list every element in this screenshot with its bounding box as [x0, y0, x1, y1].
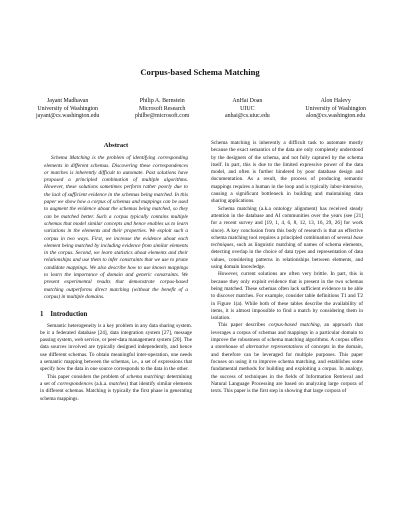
body-paragraph-3: However, current solutions are often very brittle. In part, this is because they only exploit evidence that is present in the two schemas being matched. These schemas often lack sufficient evidence to be able to discover matches. For example, consider table definitions T1 and T2 in Figure 1(a). While both of these tables describe the availability of items, it is almost impossible to find a match by considering them in isolation.	[211, 271, 363, 322]
paper-title: Corpus-based Schema Matching	[140, 67, 260, 77]
author-affiliation: University of Washington	[305, 105, 366, 112]
author-2	[135, 98, 189, 121]
author-name: Philip A. Bernstein	[139, 98, 185, 104]
author-email: alon@cs.washington.edu	[306, 113, 366, 120]
author-email: philbe@microsoft.com	[135, 113, 190, 120]
section-number: 1	[40, 311, 44, 319]
text-run: (a.k.a.	[92, 380, 110, 387]
author-affiliation: Microsoft Research	[139, 105, 186, 112]
body-paragraph-1: Schema matching is inherently a difficult task to automate mostly because the exact semantics of the data are only completely understood by the designers of the schema, and not fully captured by the schema itself. In part, this is due to the limited expressive power of the data model, and often is further hindered by poor database design and documentation. As a result, the process of producing semantic mappings requires a human in the loop and is typically labor-intensive, causing a significant bottleneck in building and maintaining data sharing applications.	[211, 140, 363, 205]
emphasis: base techniques	[211, 234, 363, 249]
text-run: This paper describes	[218, 322, 269, 329]
emphasis: alternative representations	[246, 344, 303, 351]
abstract-text: Schema Matching is the problem of identifying corresponding elements in different schemas. Discovering these correspondences or matches is inherently difficult to automate. Past solutions have proposed a principled combination of multiple algorithms. However, these solutions sometimes perform rather poorly due to the lack of sufficient evidence in the schemas being matched. In this paper we show how a corpus of schemas and mappings can be used to augment the evidence about the schemas being matched, so they can be matched better. Such a corpus typically contains multiple schemas that model similar concepts and hence enables us to learn variations in the elements and their properties. We exploit such a corpus in two ways. First, we increase the evidence about each element being matched by including evidence from similar elements in the corpus. Second, we learn statistics about elements and their relationships and use them to infer constraints that we use to prune candidate mappings. We also describe how to use known mappings to learn the importance of domain and generic constraints. We present experimental results that demonstrate corpus-based matching outperforms direct matching (without the benefit of a corpus) in multiple domains.	[44, 155, 188, 300]
author-name: Jayant Madhavan	[46, 98, 89, 104]
emphasis: schema matching	[126, 373, 164, 380]
section-title: Introduction	[50, 311, 88, 319]
abstract-heading: Abstract	[103, 142, 129, 149]
author-3	[225, 98, 270, 121]
emphasis: matches	[109, 380, 127, 387]
author-email: jayant@cs.washington.edu	[36, 113, 100, 120]
text-run: , such as linguistic matching of names of schema elements, detecting overlap in the choice of data types and representation of data values, considering patterns in relationships between elements, and using domain knowledge.	[211, 242, 363, 271]
emphasis: corpus-based matching	[268, 322, 320, 329]
text-run: : determining a set of	[40, 373, 193, 387]
author-email: anhai@cs.uiuc.edu	[225, 113, 270, 120]
text-run: of concepts in the domain, and therefore can be leveraged for multiple purposes. This paper focuses on using it to improve schema matching, and establishes some fundamental methods for building and exploiting a corpus. In analogy, the success of techniques in the fields of Information Retrieval and Natural Language Processing are based on analyzing large corpora of texts. This paper is the first step in showing that large corpora of	[211, 344, 363, 395]
text-run: ) that identify similar elements in different schemas. Matching is typically the first phase in generating schema mappings.	[40, 380, 192, 402]
right-column	[211, 140, 363, 395]
author-affiliation: University of Washington	[37, 105, 98, 112]
body-paragraph-4	[211, 322, 363, 395]
left-column	[40, 142, 192, 403]
text-run: Schema matching (a.k.a ontology alignment) has received steady attention in the database and AI communities over the years (see [21] for a recent survey and [19, 1, 4, 6, 8, 12, 13, 16, 29, 26] for work since). A key conclusion from this body of research is that an effective schema matching tool requires a principled combination of several	[211, 205, 363, 241]
author-4	[305, 98, 366, 121]
text-run: This paper considers the problem of	[47, 373, 127, 380]
section-heading	[40, 311, 192, 318]
author-block	[36, 98, 366, 121]
author-affiliation: UIUC	[240, 105, 255, 112]
author-name: AnHai Doan	[232, 98, 263, 104]
intro-paragraph-1: Semantic heterogeneity is a key problem in any data sharing system. be it a federated database [24], data integration system [27], message passing system, web service, or peer-data management system [20]. The data sources involved are typically designed independently, and hence use different schemas. To obtain meaningful inter-operation, one needs a semantic mapping between the schemas, i.e., a set of expressions that specify how the data in one source corresponds to the data in the other.	[40, 322, 192, 373]
author-1	[36, 98, 99, 121]
text-run: , an approach that leverages a corpus of schemas and mappings in a particular domain to improve the robustness of schema matching algorithms. A corpus offers a storehouse of	[211, 322, 363, 351]
author-name: Alon Halevy	[320, 98, 351, 104]
emphasis: correspondences	[57, 380, 93, 387]
intro-paragraph-2	[40, 374, 192, 403]
body-paragraph-2	[211, 206, 363, 272]
